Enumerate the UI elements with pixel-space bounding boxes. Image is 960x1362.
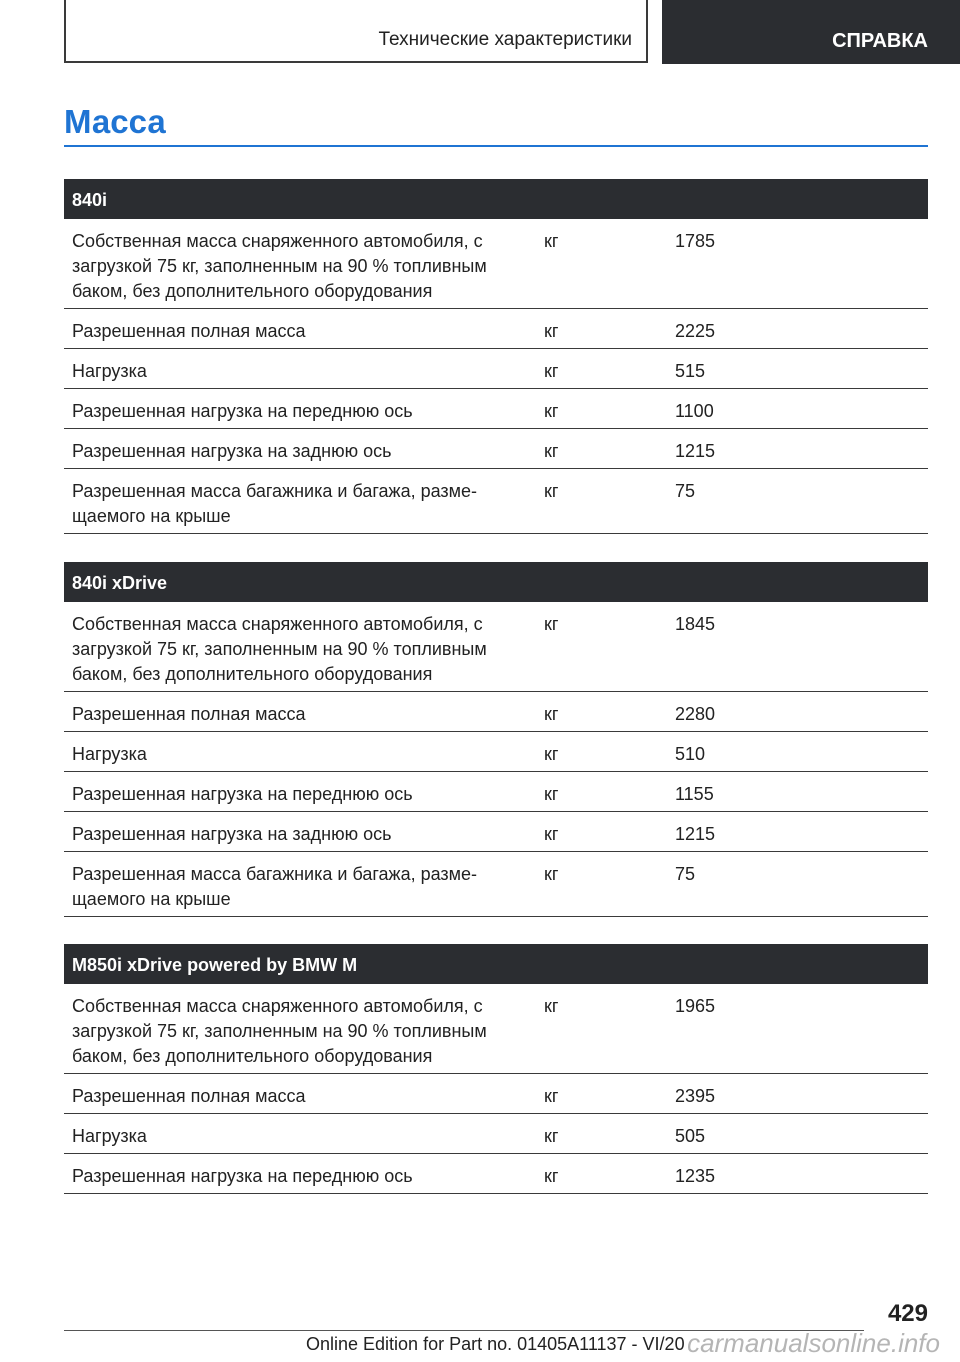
row-unit: кг xyxy=(544,744,559,764)
row-description: Разрешенная полная масса xyxy=(72,1086,306,1106)
row-unit: кг xyxy=(544,1086,559,1106)
row-value: 510 xyxy=(675,744,706,764)
row-value: 505 xyxy=(675,1126,706,1146)
spec-table-840i xyxy=(64,179,928,534)
row-unit: кг xyxy=(544,824,559,844)
table-row xyxy=(64,852,928,917)
table-row xyxy=(64,469,928,534)
page-header xyxy=(0,0,960,66)
row-unit: кг xyxy=(544,1166,559,1186)
table-row xyxy=(64,429,928,469)
row-description: Собственная масса снаряженного автомобиля, с загрузкой 75 кг, заполненным на 90 % топливным баком, без дополнительного оборудования xyxy=(72,614,487,684)
row-unit: кг xyxy=(544,361,559,381)
row-description: Собственная масса снаряженного автомобиля, с загрузкой 75 кг, заполненным на 90 % топливным баком, без дополнительного оборудования xyxy=(72,231,487,301)
row-value: 1845 xyxy=(675,614,716,634)
section-tab[interactable]: СПРАВКА xyxy=(662,0,960,64)
row-value: 1215 xyxy=(675,824,716,844)
row-unit: кг xyxy=(544,704,559,724)
row-value: 515 xyxy=(675,361,706,381)
table-row xyxy=(64,1114,928,1154)
row-unit: кг xyxy=(544,864,559,884)
row-description: Разрешенная нагрузка на заднюю ось xyxy=(72,824,392,844)
table-row xyxy=(64,602,928,692)
row-description: Разрешенная масса багажника и багажа, разме-щаемого на крыше xyxy=(72,864,478,909)
row-value: 1215 xyxy=(675,441,716,461)
table-row xyxy=(64,772,928,812)
row-unit: кг xyxy=(544,231,559,251)
table-row xyxy=(64,692,928,732)
row-value: 75 xyxy=(675,864,696,884)
row-unit: кг xyxy=(544,614,559,634)
row-description: Разрешенная нагрузка на заднюю ось xyxy=(72,441,392,461)
row-unit: кг xyxy=(544,321,559,341)
row-description: Нагрузка xyxy=(72,1126,147,1146)
row-value: 2395 xyxy=(675,1086,716,1106)
row-unit: кг xyxy=(544,996,559,1016)
table-row xyxy=(64,1154,928,1194)
row-unit: кг xyxy=(544,401,559,421)
chapter-tab[interactable]: Технические характеристики xyxy=(64,0,648,63)
table-row xyxy=(64,389,928,429)
row-description: Разрешенная полная масса xyxy=(72,704,306,724)
page-number: 429 xyxy=(887,1300,928,1327)
table-header: 840i xyxy=(64,179,928,219)
table-row xyxy=(64,309,928,349)
row-unit: кг xyxy=(544,441,559,461)
title-divider xyxy=(64,145,928,147)
row-value: 2280 xyxy=(675,704,716,724)
row-description: Разрешенная нагрузка на переднюю ось xyxy=(72,784,413,804)
row-description: Нагрузка xyxy=(72,744,147,764)
table-row xyxy=(64,219,928,309)
row-value: 75 xyxy=(675,481,696,501)
row-value: 1965 xyxy=(675,996,716,1016)
row-description: Разрешенная нагрузка на переднюю ось xyxy=(72,1166,413,1186)
row-description: Разрешенная масса багажника и багажа, разме-щаемого на крыше xyxy=(72,481,478,526)
table-row xyxy=(64,349,928,389)
watermark: carmanualsonline.info xyxy=(687,1328,940,1358)
row-description: Нагрузка xyxy=(72,361,147,381)
row-value: 1155 xyxy=(675,784,714,804)
table-row xyxy=(64,732,928,772)
table-row xyxy=(64,812,928,852)
table-row xyxy=(64,1074,928,1114)
row-unit: кг xyxy=(544,481,559,501)
row-unit: кг xyxy=(544,784,559,804)
row-value: 1235 xyxy=(675,1166,716,1186)
row-value: 1100 xyxy=(675,401,714,421)
table-row xyxy=(64,984,928,1074)
row-unit: кг xyxy=(544,1126,559,1146)
row-description: Собственная масса снаряженного автомобиля, с загрузкой 75 кг, заполненным на 90 % топливным баком, без дополнительного оборудования xyxy=(72,996,487,1066)
spec-table-m850i-xdrive xyxy=(64,944,928,1194)
row-value: 1785 xyxy=(675,231,716,251)
footer-edition: Online Edition for Part no. 01405A11137 - VI/20 xyxy=(306,1334,685,1354)
row-value: 2225 xyxy=(675,321,716,341)
row-description: Разрешенная нагрузка на переднюю ось xyxy=(72,401,413,421)
page-title: Масса xyxy=(64,103,166,140)
row-description: Разрешенная полная масса xyxy=(72,321,306,341)
table-header: 840i xDrive xyxy=(64,562,928,602)
table-header: M850i xDrive powered by BMW M xyxy=(64,944,928,984)
spec-table-840i-xdrive xyxy=(64,562,928,917)
